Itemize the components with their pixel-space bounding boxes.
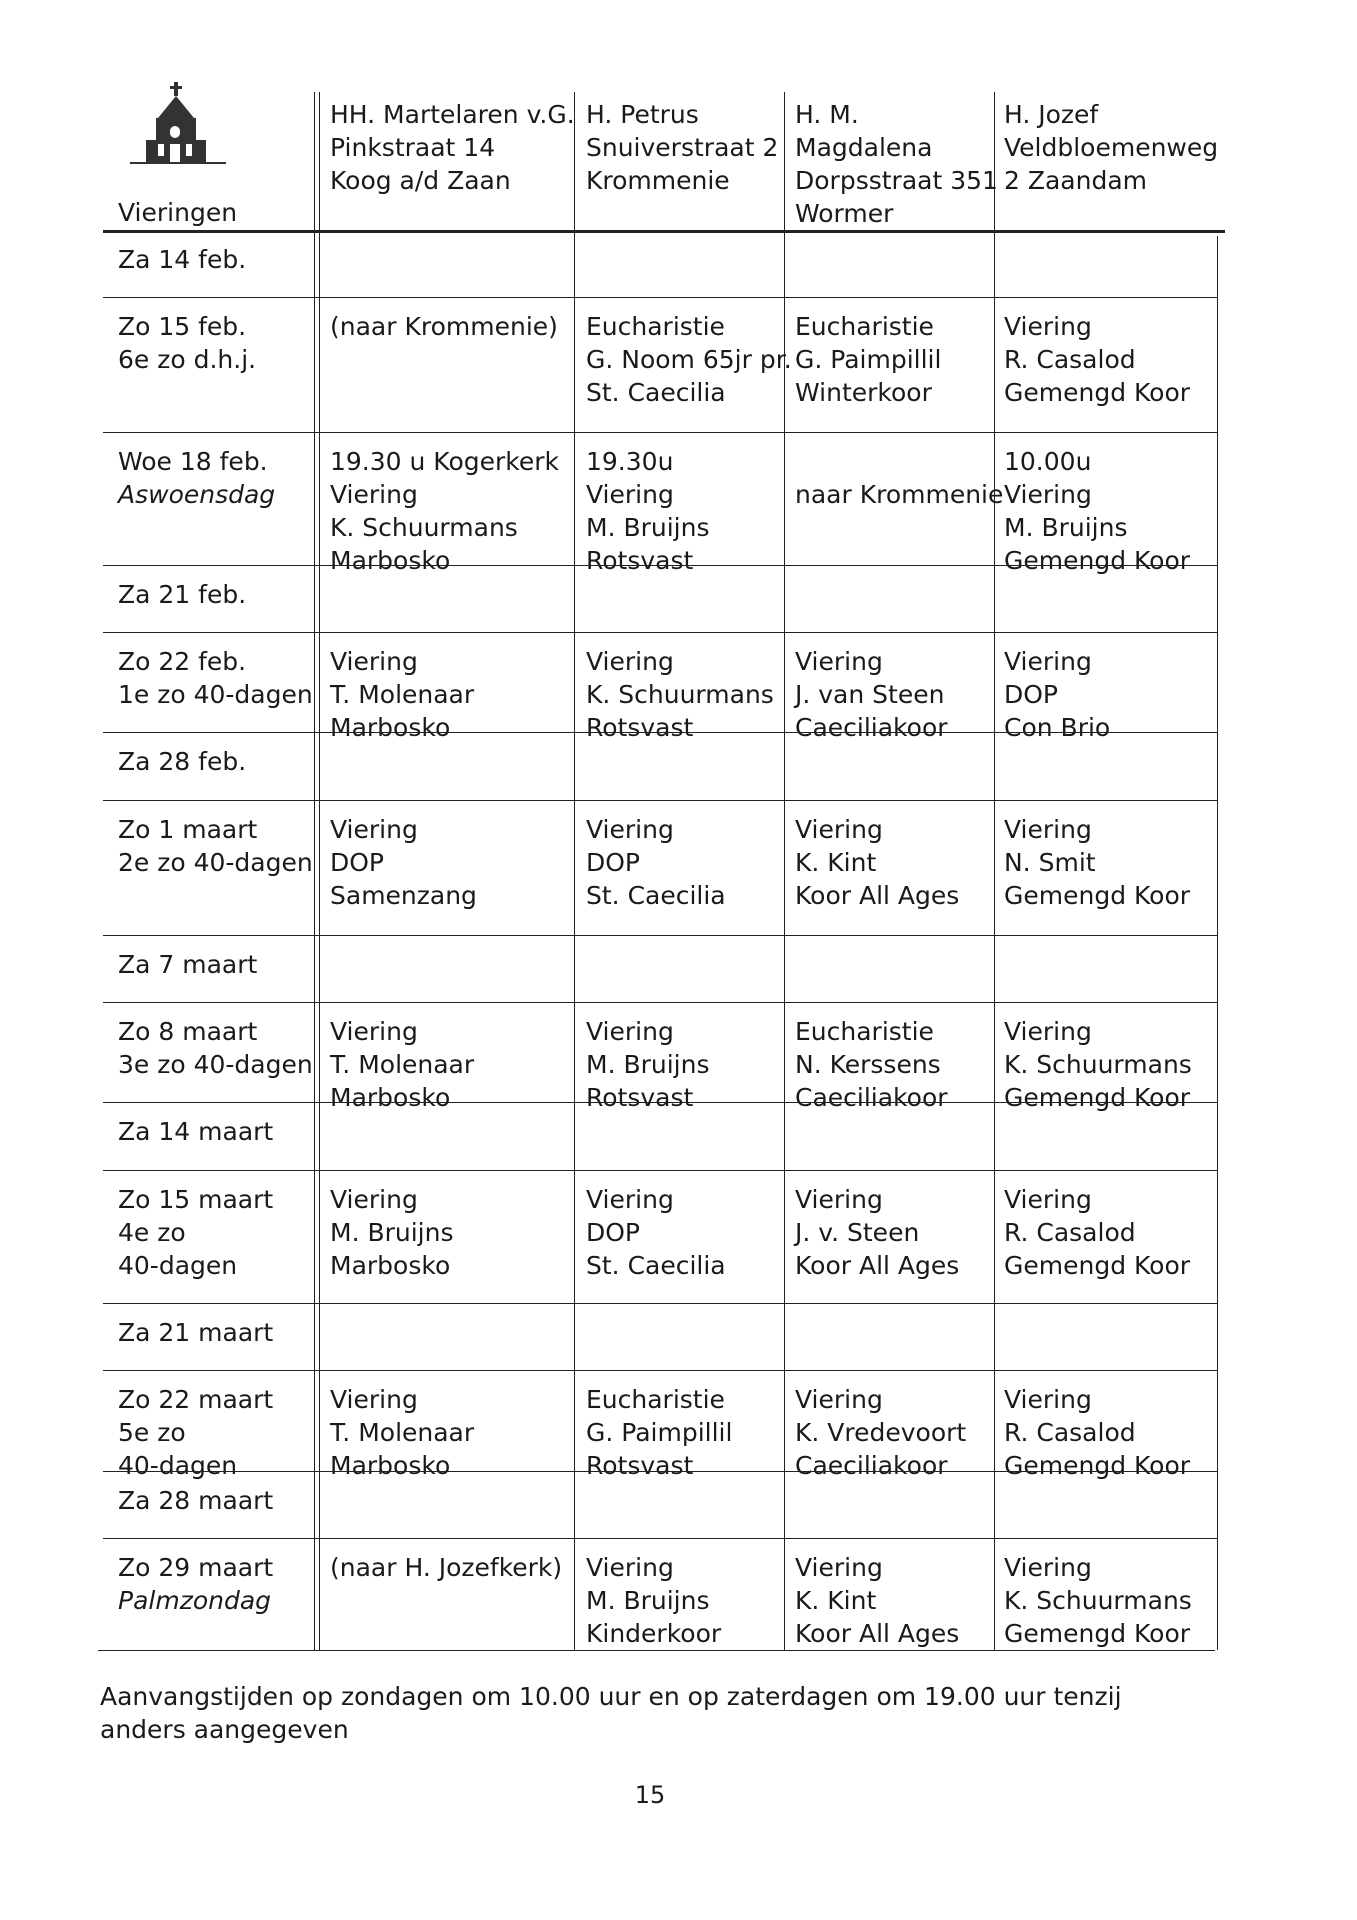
service-cell: [330, 1383, 474, 1482]
service-cell: [795, 1015, 948, 1114]
date-cell-saturday: [118, 1115, 273, 1148]
service-cell: [586, 813, 726, 912]
church-logo-icon: [128, 78, 228, 188]
cell-line: Viering: [330, 815, 418, 844]
cell-line: Marbosko: [330, 1251, 451, 1280]
cell-line: K. Vredevoort: [795, 1418, 967, 1447]
row-separator: [103, 1471, 1217, 1472]
service-cell: [1004, 1183, 1190, 1282]
service-cell: [330, 645, 474, 744]
cell-line: Viering: [586, 647, 674, 676]
date-cell: [118, 310, 256, 376]
cell-line: Gemengd Koor: [1004, 1083, 1191, 1112]
date-cell-saturday: [118, 578, 246, 611]
cell-line: Koor All Ages: [795, 1251, 960, 1280]
cell-line: N. Kerssens: [795, 1050, 941, 1079]
service-cell: [586, 310, 792, 409]
cell-line: 19.30 u Kogerkerk: [330, 447, 560, 476]
cell-line: Viering: [1004, 1185, 1092, 1214]
cell-line: Eucharistie: [795, 1017, 934, 1046]
cell-line: M. Bruijns: [586, 1050, 710, 1079]
column-divider: [784, 92, 785, 1650]
row-separator: [103, 1170, 1217, 1171]
cell-line: (naar H. Jozefkerk): [330, 1553, 563, 1582]
cell-line: Caeciliakoor: [795, 1451, 948, 1480]
cell-line: Viering: [330, 480, 418, 509]
cell-line: Marbosko: [330, 546, 451, 575]
service-cell: [1004, 813, 1190, 912]
header-vieringen-label: Vieringen: [118, 198, 238, 227]
cell-line: Viering: [586, 1017, 674, 1046]
cell-line: Za 21 feb.: [118, 580, 247, 609]
cell-line: St. Caecilia: [586, 378, 726, 407]
service-cell: [795, 813, 959, 912]
date-cell-saturday: [118, 745, 246, 778]
cell-line: K. Kint: [795, 848, 877, 877]
service-cell: [1004, 1551, 1192, 1650]
service-cell: [795, 1183, 959, 1282]
cell-line: Viering: [586, 1553, 674, 1582]
footnote: Aanvangstijden op zondagen om 10.00 uur en op zaterdagen om 19.00 uur tenzij anders aangegeven: [100, 1682, 1122, 1744]
column-divider: [574, 92, 575, 1650]
header-church-jozef: [1004, 98, 1218, 197]
cell-line: Viering: [586, 480, 674, 509]
cell-line: DOP: [586, 1218, 641, 1247]
cell-line: Con Brio: [1004, 713, 1111, 742]
date-cell: [118, 1015, 313, 1081]
cell-line: 4e zo: [118, 1218, 186, 1247]
cell-line: Marbosko: [330, 1083, 451, 1112]
cell-line: Zo 8 maart: [118, 1017, 258, 1046]
cell-line: Zo 15 feb.: [118, 312, 247, 341]
service-cell: [330, 445, 559, 577]
row-separator: [103, 1102, 1217, 1103]
cell-line: Zo 29 maart: [118, 1553, 274, 1582]
header-line: Pinkstraat 14: [330, 133, 496, 162]
header-line: Krommenie: [586, 166, 730, 195]
cell-line: K. Schuurmans: [586, 680, 774, 709]
cell-line: Winterkoor: [795, 378, 932, 407]
row-separator: [103, 1303, 1217, 1304]
cell-line: M. Bruijns: [330, 1218, 454, 1247]
cell-line: J. v. Steen: [795, 1218, 920, 1247]
cell-line: K. Schuurmans: [330, 513, 518, 542]
cell-line: 10.00u: [1004, 447, 1092, 476]
cell-line: R. Casalod: [1004, 1418, 1136, 1447]
date-cell-saturday: [118, 1484, 273, 1517]
row-separator: [103, 432, 1217, 433]
cell-line: M. Bruijns: [586, 513, 710, 542]
cell-line: K. Schuurmans: [1004, 1586, 1192, 1615]
header-line: Koog a/d Zaan: [330, 166, 511, 195]
date-cell-saturday: [118, 243, 246, 276]
service-cell: [1004, 445, 1190, 577]
date-cell: [118, 645, 313, 711]
cell-line: naar Krommenie: [795, 480, 1004, 509]
header-line: H. Jozef: [1004, 100, 1099, 129]
cell-line: 40-dagen: [118, 1251, 238, 1280]
cell-line: Zo 15 maart: [118, 1185, 274, 1214]
service-cell: [586, 1383, 732, 1482]
cell-line: Gemengd Koor: [1004, 1451, 1191, 1480]
cell-line: G. Paimpillil: [795, 345, 942, 374]
cell-line: Za 14 maart: [118, 1117, 274, 1146]
date-cell: [118, 1183, 273, 1282]
cell-line: K. Kint: [795, 1586, 877, 1615]
cell-line: Rotsvast: [586, 1451, 694, 1480]
service-cell: [586, 1183, 726, 1282]
column-divider-double: [319, 92, 320, 1650]
cell-line: K. Schuurmans: [1004, 1050, 1192, 1079]
cell-line: Eucharistie: [795, 312, 934, 341]
cell-line: Viering: [1004, 815, 1092, 844]
cell-line: DOP: [330, 848, 385, 877]
service-cell: [1004, 1383, 1190, 1482]
cell-line: T. Molenaar: [330, 680, 475, 709]
cell-line: Viering: [330, 1017, 418, 1046]
cell-line: T. Molenaar: [330, 1050, 475, 1079]
service-cell: [1004, 1015, 1192, 1114]
service-cell: [795, 445, 1003, 511]
cell-line: Koor All Ages: [795, 881, 960, 910]
cell-line: Woe 18 feb.: [118, 447, 268, 476]
cell-line: Koor All Ages: [795, 1619, 960, 1648]
cell-line: Viering: [330, 1185, 418, 1214]
cell-line: 1e zo 40-dagen: [118, 680, 313, 709]
cell-line: Kinderkoor: [586, 1619, 722, 1648]
service-cell: [586, 445, 710, 577]
row-separator: [103, 1002, 1217, 1003]
header-line: Magdalena: [795, 133, 933, 162]
cell-line: Viering: [795, 1553, 883, 1582]
cell-line: Gemengd Koor: [1004, 378, 1191, 407]
cell-line: Rotsvast: [586, 546, 694, 575]
cell-line: Eucharistie: [586, 312, 725, 341]
cell-line: Viering: [795, 1185, 883, 1214]
cell-line: Za 28 feb.: [118, 747, 247, 776]
cell-line: M. Bruijns: [1004, 513, 1128, 542]
page-number: 15: [634, 1781, 666, 1809]
cell-line: Zo 22 maart: [118, 1385, 274, 1414]
cell-line: Gemengd Koor: [1004, 1251, 1191, 1280]
service-cell: [1004, 310, 1190, 409]
cell-line: Viering: [1004, 1553, 1092, 1582]
cell-line: M. Bruijns: [586, 1586, 710, 1615]
cell-line: Viering: [1004, 1385, 1092, 1414]
cell-line: Caeciliakoor: [795, 1083, 948, 1112]
cell-line: Gemengd Koor: [1004, 546, 1191, 575]
date-cell: [118, 813, 313, 879]
header-rule: [103, 230, 1225, 233]
cell-line: Rotsvast: [586, 1083, 694, 1112]
cell-line: 19.30u: [586, 447, 674, 476]
cell-line: J. van Steen: [795, 680, 945, 709]
cell-line: 5e zo: [118, 1418, 186, 1447]
header-line: 2 Zaandam: [1004, 166, 1148, 195]
cell-line: DOP: [1004, 680, 1059, 709]
cell-line: St. Caecilia: [586, 881, 726, 910]
cell-line: DOP: [586, 848, 641, 877]
header-church-petrus: [586, 98, 778, 197]
cell-line: Marbosko: [330, 713, 451, 742]
cell-line: Viering: [1004, 647, 1092, 676]
cell-line: G. Paimpillil: [586, 1418, 733, 1447]
bottom-rule: [98, 1650, 1215, 1651]
cell-line: Viering: [795, 815, 883, 844]
column-divider: [1217, 236, 1218, 1650]
service-cell: [330, 1183, 454, 1282]
service-cell: [1004, 645, 1110, 744]
date-cell-saturday: [118, 1316, 273, 1349]
service-cell: [795, 645, 948, 744]
header-line: Dorpsstraat 351: [795, 166, 998, 195]
cell-line: Viering: [330, 647, 418, 676]
header-line: Snuiverstraat 2: [586, 133, 779, 162]
service-cell: [330, 813, 477, 912]
cell-line: Zo 22 feb.: [118, 647, 247, 676]
row-separator: [103, 565, 1217, 566]
header-line: Veldbloemenweg: [1004, 133, 1219, 162]
cell-line: Gemengd Koor: [1004, 881, 1191, 910]
cell-line: Rotsvast: [586, 713, 694, 742]
header-line: H. M.: [795, 100, 859, 129]
row-separator: [103, 297, 1217, 298]
service-cell: [795, 310, 941, 409]
service-cell: [330, 310, 558, 343]
row-separator: [103, 935, 1217, 936]
cell-line: Zo 1 maart: [118, 815, 258, 844]
blank-line: [795, 445, 1003, 478]
cell-line: T. Molenaar: [330, 1418, 475, 1447]
header-church-martelaren: [330, 98, 575, 197]
cell-line: St. Caecilia: [586, 1251, 726, 1280]
cell-line: Viering: [1004, 312, 1092, 341]
service-cell: [795, 1551, 959, 1650]
cell-line: Palmzondag: [118, 1586, 272, 1615]
cell-line: G. Noom 65jr pr.: [586, 345, 792, 374]
row-separator: [103, 1370, 1217, 1371]
cell-line: 40-dagen: [118, 1451, 238, 1480]
row-separator: [103, 732, 1217, 733]
cell-line: Marbosko: [330, 1451, 451, 1480]
cell-line: Eucharistie: [586, 1385, 725, 1414]
cell-line: (naar Krommenie): [330, 312, 558, 341]
cell-line: 2e zo 40-dagen: [118, 848, 313, 877]
cell-line: Samenzang: [330, 881, 477, 910]
cell-line: Viering: [1004, 1017, 1092, 1046]
cell-line: Viering: [586, 815, 674, 844]
cell-line: N. Smit: [1004, 848, 1096, 877]
cell-line: Caeciliakoor: [795, 713, 948, 742]
cell-line: Viering: [795, 647, 883, 676]
cell-line: R. Casalod: [1004, 1218, 1136, 1247]
cell-line: 3e zo 40-dagen: [118, 1050, 313, 1079]
header-line: H. Petrus: [586, 100, 699, 129]
cell-line: Viering: [330, 1385, 418, 1414]
cell-line: Viering: [1004, 480, 1092, 509]
cell-line: R. Casalod: [1004, 345, 1136, 374]
header-vieringen: [118, 196, 237, 229]
cell-line: Za 7 maart: [118, 950, 258, 979]
cell-line: Za 14 feb.: [118, 245, 247, 274]
service-cell: [586, 1015, 710, 1114]
cell-line: 6e zo d.h.j.: [118, 345, 257, 374]
service-cell: [330, 1015, 474, 1114]
service-cell: [586, 645, 774, 744]
service-cell: [795, 1383, 966, 1482]
service-cell: [330, 1551, 562, 1584]
column-divider-double: [314, 92, 315, 1650]
date-cell: [118, 1551, 273, 1617]
cell-line: Viering: [795, 1385, 883, 1414]
column-divider: [994, 92, 995, 1650]
header-line: Wormer: [795, 199, 894, 228]
header-line: HH. Martelaren v.G.: [330, 100, 575, 129]
cell-line: Gemengd Koor: [1004, 1619, 1191, 1648]
date-cell: [118, 445, 275, 511]
row-separator: [103, 632, 1217, 633]
cell-line: Za 28 maart: [118, 1486, 274, 1515]
service-cell: [586, 1551, 721, 1650]
date-cell-saturday: [118, 948, 257, 981]
cell-line: Viering: [586, 1185, 674, 1214]
row-separator: [103, 1538, 1217, 1539]
date-cell: [118, 1383, 273, 1482]
header-church-magdalena: [795, 98, 998, 230]
cell-line: Aswoensdag: [118, 480, 276, 509]
row-separator: [103, 800, 1217, 801]
cell-line: Za 21 maart: [118, 1318, 274, 1347]
